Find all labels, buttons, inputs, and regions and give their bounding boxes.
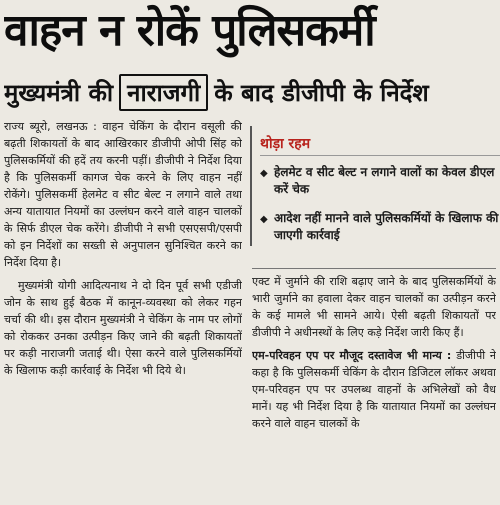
dateline: राज्य ब्यूरो, लखनऊ : [4,120,97,133]
subheadline-after: के बाद डीजीपी के निर्देश [214,78,429,107]
article-paragraph-2: मुख्यमंत्री योगी आदित्यनाथ ने दो दिन पूर्व सभी एडीजी जोन के साथ हुई बैठक में कानून-व्यवस्था को लेकर गहन चर्चा की थी। इस दौरान मुख्यमंत्री ने चेकिंग के नाम पर लोगों को रोककर उनका उत्पीड़न किए जाने की बढ़ती शिकायतों पर कड़ी नाराजगी जताई थी। ऐसा करने वाले पुलिसकर्मियों के खिलाफ कड़ी कार्रवाई के निर्देश भी दिये थे। [4,279,242,377]
article-column-right [252,268,496,505]
subheadline-boxed-word: नाराजगी [119,74,208,111]
sidebar-box [250,126,500,246]
article-subheading: एम-परिवहन एप पर मौजूद दस्तावेज भी मान्य : [252,349,452,362]
bullet-icon: ◆ [260,214,268,225]
subheadline-before: मुख्यमंत्री की [4,78,114,107]
article-paragraph-1: वाहन चेकिंग के दौरान वसूली की बढ़ती शिकायतों के बाद आखिरकार डीजीपी ओपी सिंह को पुलिसकर्मियों की हदें तय करनी पड़ीं। डीजीपी ने निर्देश दिया है कि पुलिसकर्मी कागज चेक करने के लिए वाहन नहीं रोकेंगे। पुलिसकर्मी हेलमेट व सीट बेल्ट न लगाने वाले तथा अन्य यातायात नियमों का उल्लंघन करने वाले वाहन चालकों के सिर्फ डीएल चेक करेंगे। डीजीपी ने सभी एसएसपी/एसपी को इन निर्देशों का सख्ती से अनुपालन सुनिश्चित करने का निर्देश दिया है। [4,120,242,269]
sidebar-item-text: आदेश नहीं मानने वाले पुलिसकर्मियों के खिलाफ की जाएगी कार्रवाई [274,211,499,242]
article-paragraph-3: एक्ट में जुर्माने की राशि बढ़ाए जाने के बाद पुलिसकर्मियों के भारी जुर्माने का हवाला देकर वाहन चालकों का उत्पीड़न करने के कई मामले भी सामने आये। ऐसी बढ़ती शिकायतों पर डीजीपी ने अधीनस्थों के लिए कड़े निर्देश जारी किए हैं। [252,275,496,339]
sidebar-item-text: हेलमेट व सीट बेल्ट न लगाने वालों का केवल डीएल करें चेक [274,165,495,196]
article-paragraph [252,347,496,432]
headline: वाहन न रोकें पुलिसकर्मी [4,5,375,56]
sidebar-title: थोड़ा रहम [260,134,500,156]
article-column-left [4,118,242,500]
sidebar-item [260,164,500,198]
subheadline [4,70,498,114]
article-paragraph-4: डीजीपी ने कहा है कि पुलिसकर्मी चेकिंग के दौरान डिजिटल लॉकर अथवा एम-परिवहन एप पर उपलब्ध वाहनों के अभिलेखों को वैध मानें। यह भी निर्देश दिया है कि यातायात नियमों का उल्लंघन करने वाले वाहन चालकों के [252,349,496,430]
sidebar-item [260,210,500,244]
bullet-icon: ◆ [260,168,268,179]
article-paragraph [4,118,242,271]
